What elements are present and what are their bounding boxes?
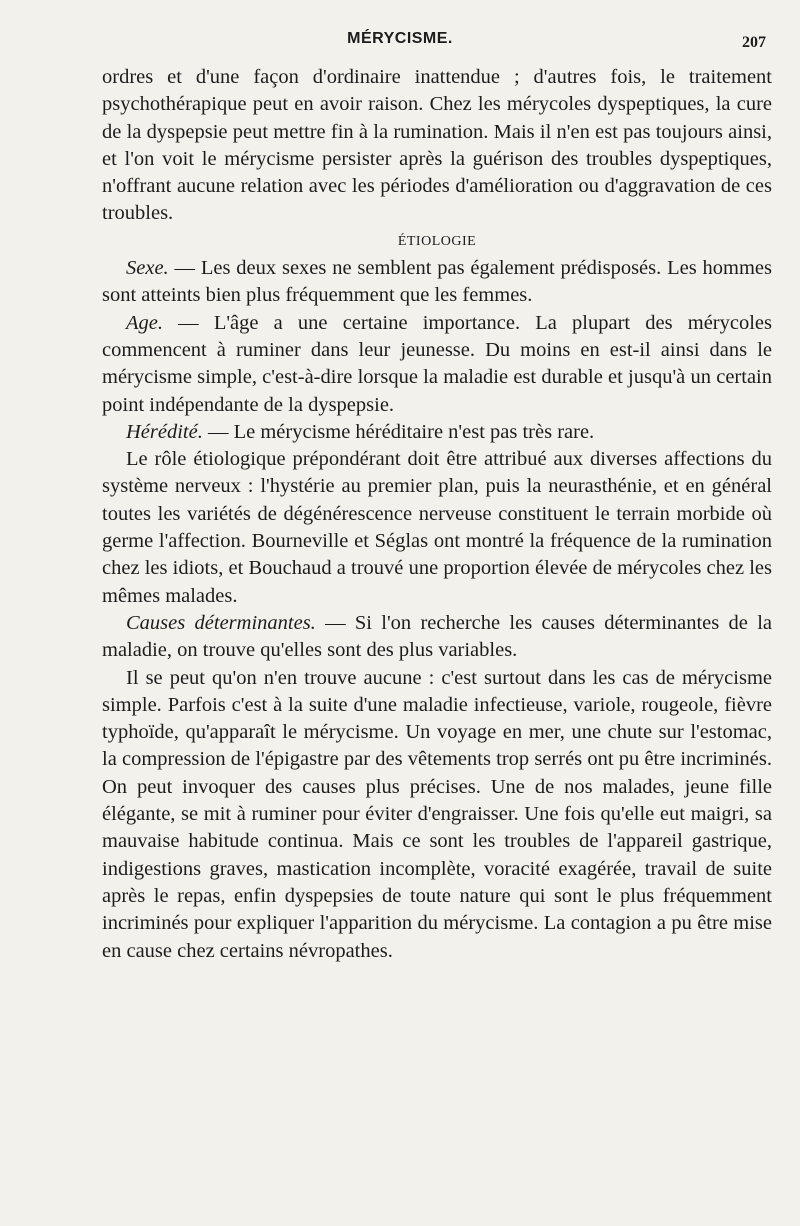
lead-causes: Causes déterminantes. xyxy=(126,611,316,634)
body-text xyxy=(102,64,772,965)
intro-paragraph: ordres et d'une façon d'ordinaire inattendue ; d'autres fois, le traitement psychothérapique peut en avoir raison. Chez les mérycoles dyspeptiques, la cure de la dyspepsie peut mettre fin à la rumination. Mais il n'en est pas toujours ainsi, et l'on voit le mérycisme persister après la guérison des troubles dyspeptiques, n'offrant aucune relation avec les périodes d'amélioration ou d'aggravation de ces troubles. xyxy=(102,66,772,225)
text-causes: — Si l'on recherche les causes déterminantes de la maladie, on trouve qu'elles sont des plus variables. xyxy=(102,611,772,662)
page-number: 207 xyxy=(742,34,766,51)
paragraph-sexe xyxy=(102,255,772,310)
lead-age: Age. xyxy=(126,311,163,334)
running-title: MÉRYCISME. xyxy=(347,30,453,47)
section-heading: ÉTIOLOGIE xyxy=(397,233,477,249)
paragraph-role: Le rôle étiologique prépondérant doit être attribué aux diverses affections du système nerveux : l'hystérie au premier plan, puis la neurasthénie, et en général toutes les variétés de dégénérescence nerveuse constituent le terrain morbide où germe l'affection. Bourneville et Séglas ont montré la fréquence de la rumination chez les idiots, et Bouchaud a trouvé une proportion élevée de mérycoles chez les mêmes malades. xyxy=(102,448,772,607)
paragraph-heredite xyxy=(102,419,772,446)
paragraph-final: Il se peut qu'on n'en trouve aucune : c'est surtout dans les cas de mérycisme simple. Parfois c'est à la suite d'une maladie infectieuse, variole, rougeole, fièvre typhoïde, qu'apparaît le mérycisme. Un voyage en mer, une chute sur l'estomac, la compression de l'épigastre par des vêtements trop serrés ont pu être incriminés. On peut invoquer des causes plus précises. Une de nos malades, jeune fille élégante, se mit à ruminer pour éviter d'engraisser. Une fois qu'elle eut maigri, sa mauvaise habitude continua. Mais ce sont les troubles de l'appareil gastrique, indigestions graves, mastication incomplète, voracité exagérée, travail de suite après le repas, enfin dyspepsies de toute nature qui sont le plus fréquemment incriminés pour expliquer l'apparition du mérycisme. La contagion a pu être mise en cause chez certains névropathes. xyxy=(102,666,772,962)
lead-sexe: Sexe. xyxy=(126,257,169,280)
text-age: — L'âge a une certaine importance. La plupart des mérycoles commencent à ruminer dans leur jeunesse. Du moins en est-il ainsi dans le mérycisme simple, c'est-à-dire lorsque la maladie est durable et jusqu'à un certain point indépendante de la dyspepsie. xyxy=(102,311,772,416)
paragraph-causes xyxy=(102,610,772,665)
page-header xyxy=(0,26,800,56)
text-heredite: — Le mérycisme héréditaire n'est pas très rare. xyxy=(202,420,595,443)
paragraph-age xyxy=(102,310,772,419)
lead-heredite: Hérédité. xyxy=(126,420,203,443)
text-sexe: — Les deux sexes ne semblent pas également prédisposés. Les hommes sont atteints bien plus fréquemment que les femmes. xyxy=(102,257,772,307)
